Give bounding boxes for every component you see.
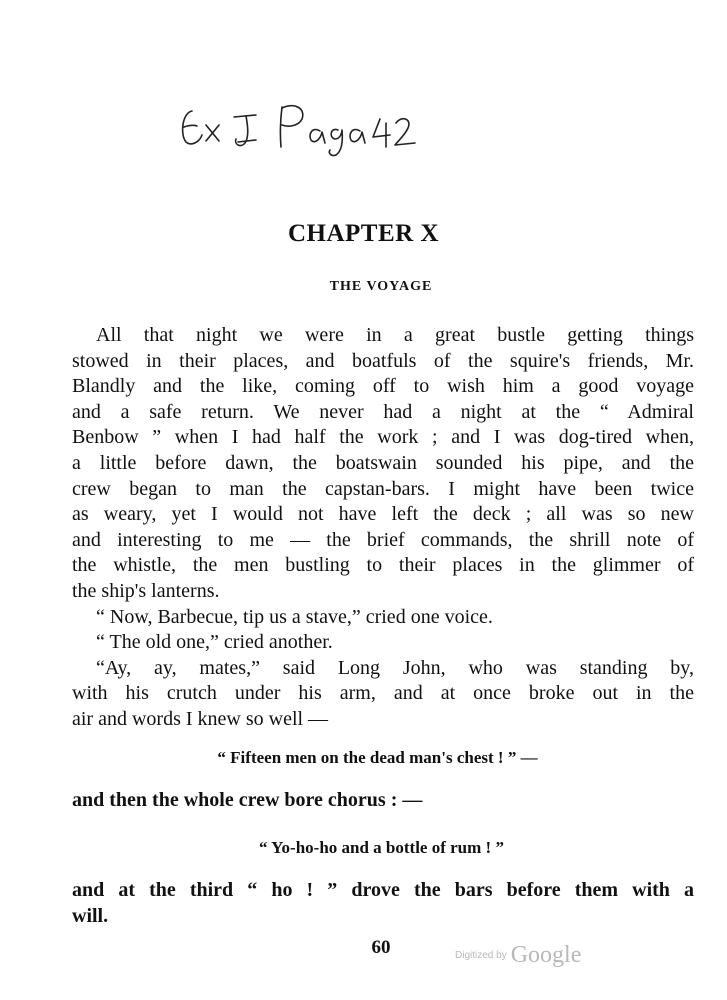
watermark-prefix: Digitized by (455, 950, 507, 961)
chapter-subtitle: THE VOYAGE (329, 279, 433, 294)
dialogue-line: “ The old one,” cried another. (96, 631, 333, 654)
paragraph-line: “Ay, ay, mates,” said Long John, who was standing by, (96, 656, 694, 679)
body-text (72, 323, 694, 733)
paragraph-line: stowed in their places, and boatfuls of the squire's friends, Mr. (72, 349, 694, 372)
handwritten-note (170, 95, 490, 165)
chorus-intro: and then the whole crew bore chorus : — (72, 789, 423, 811)
song-line: “ Yo-ho-ho and a bottle of rum ! ” (259, 838, 504, 857)
paragraph-line: All that night we were in a great bustle getting things (96, 324, 694, 346)
paragraph-line: and a safe return. We never had a night at the “ Admiral (72, 400, 694, 423)
paragraph-line: crew began to man the capstan-bars. I might have been twice (72, 477, 694, 500)
paragraph-line: and interesting to me — the brief commands, the shrill note of (72, 528, 694, 551)
paragraph-line: Benbow ” when I had half the work ; and I was dog-tired when, (72, 426, 694, 449)
closing-text (72, 877, 694, 929)
paragraph-line: air and words I knew so well — (72, 707, 329, 730)
closing-line: will. (72, 905, 109, 927)
paragraph-line: the whistle, the men bustling to their places in the glimmer of (72, 554, 694, 577)
dialogue-line: “ Now, Barbecue, tip us a stave,” cried one voice. (96, 605, 493, 628)
paragraph-line: as weary, yet I would not have left the deck ; all was so new (72, 503, 694, 526)
chapter-title: CHAPTER X (287, 220, 440, 247)
song-line: “ Fifteen men on the dead man's chest ! ” — (217, 748, 538, 767)
paragraph-line: the ship's lanterns. (72, 579, 220, 602)
paragraph-line: a little before dawn, the boatswain sounded his pipe, and the (72, 451, 694, 474)
paragraph-line: with his crutch under his arm, and at once broke out in the (72, 682, 694, 705)
page-number: 60 (371, 937, 391, 958)
paragraph-line: Blandly and the like, coming off to wish him a good voyage (72, 375, 694, 398)
watermark-brand: Google (510, 942, 582, 968)
closing-line: and at the third “ ho ! ” drove the bars before them with a (72, 879, 694, 901)
digitization-watermark (455, 942, 581, 969)
